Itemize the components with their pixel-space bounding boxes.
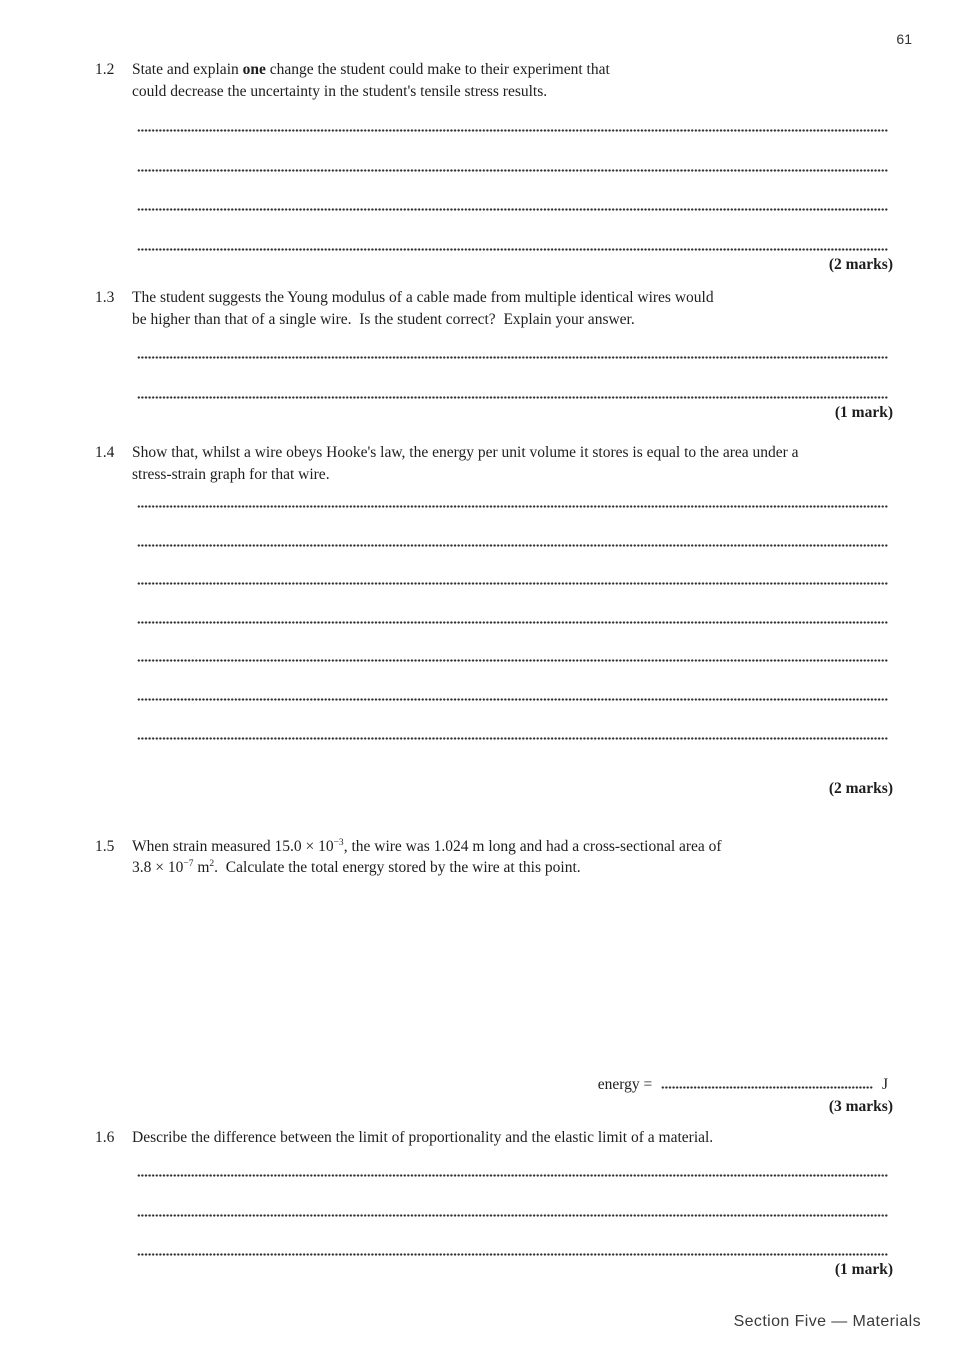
- answer-line[interactable]: [137, 356, 888, 359]
- question-text: State and explain one change the student could make to their experiment that could decrease the uncertainty in the student's tensile stress results.: [132, 61, 610, 100]
- answer-line[interactable]: [137, 659, 888, 662]
- answer-line[interactable]: [137, 737, 888, 740]
- question-1-2: [95, 0, 893, 275]
- section-footer: Section Five — Materials: [733, 1313, 921, 1330]
- question-text: Describe the difference between the limit of proportionality and the elastic limit of a material.: [132, 1128, 714, 1146]
- answer-line[interactable]: [137, 544, 888, 547]
- answer-lines: [95, 485, 893, 740]
- answer-unit: J: [881, 1075, 888, 1093]
- answer-line[interactable]: [137, 621, 888, 624]
- marks-label: (2 marks): [828, 255, 893, 273]
- answer-lines: [95, 102, 893, 251]
- question-number: 1.3: [95, 289, 115, 306]
- answer-line[interactable]: [137, 1174, 888, 1177]
- question-text: The student suggests the Young modulus of a cable made from multiple identical wires would be higher than that of a single wire. Is the student correct? Explain your answer.: [132, 289, 714, 328]
- answer-lines: [95, 1148, 893, 1256]
- page-number: 61: [896, 31, 912, 47]
- answer-line[interactable]: [137, 698, 888, 701]
- energy-answer-row: [95, 1074, 893, 1096]
- question-1-3: [95, 275, 893, 423]
- page-content: [95, 0, 893, 1281]
- answer-line[interactable]: [137, 129, 888, 132]
- answer-label: energy =: [597, 1075, 653, 1093]
- question-number: 1.5: [95, 837, 115, 855]
- answer-line[interactable]: [137, 505, 888, 508]
- question-number: 1.4: [95, 444, 115, 461]
- answer-line[interactable]: [137, 208, 888, 211]
- marks-label: (2 marks): [828, 780, 893, 798]
- question-number: 1.6: [95, 1128, 115, 1146]
- marks-label: (3 marks): [828, 1098, 893, 1116]
- question-1-6: [95, 1118, 893, 1281]
- working-space[interactable]: [95, 879, 893, 1074]
- marks-label: (1 mark): [834, 1261, 893, 1279]
- marks-label: (1 mark): [834, 403, 893, 421]
- answer-line[interactable]: [137, 582, 888, 585]
- answer-lines: [95, 330, 893, 399]
- answer-line[interactable]: [137, 169, 888, 172]
- question-text: Show that, whilst a wire obeys Hooke's law, the energy per unit volume it stores is equal to the area under a stress-strain graph for that wire.: [132, 444, 799, 483]
- answer-line[interactable]: [137, 1214, 888, 1217]
- question-number: 1.2: [95, 61, 115, 78]
- question-1-5: [95, 800, 893, 1118]
- question-1-4: [95, 423, 893, 800]
- answer-entry-line[interactable]: [661, 1077, 873, 1089]
- question-text: When strain measured $15.0 \times 10^{-3}$, the wire was 1.024 m long and had a cross-sectional area of $3.8 \times 10^{-7}$ $m^2$. Calculate the total energy stored by the wire at this point.: [132, 837, 722, 877]
